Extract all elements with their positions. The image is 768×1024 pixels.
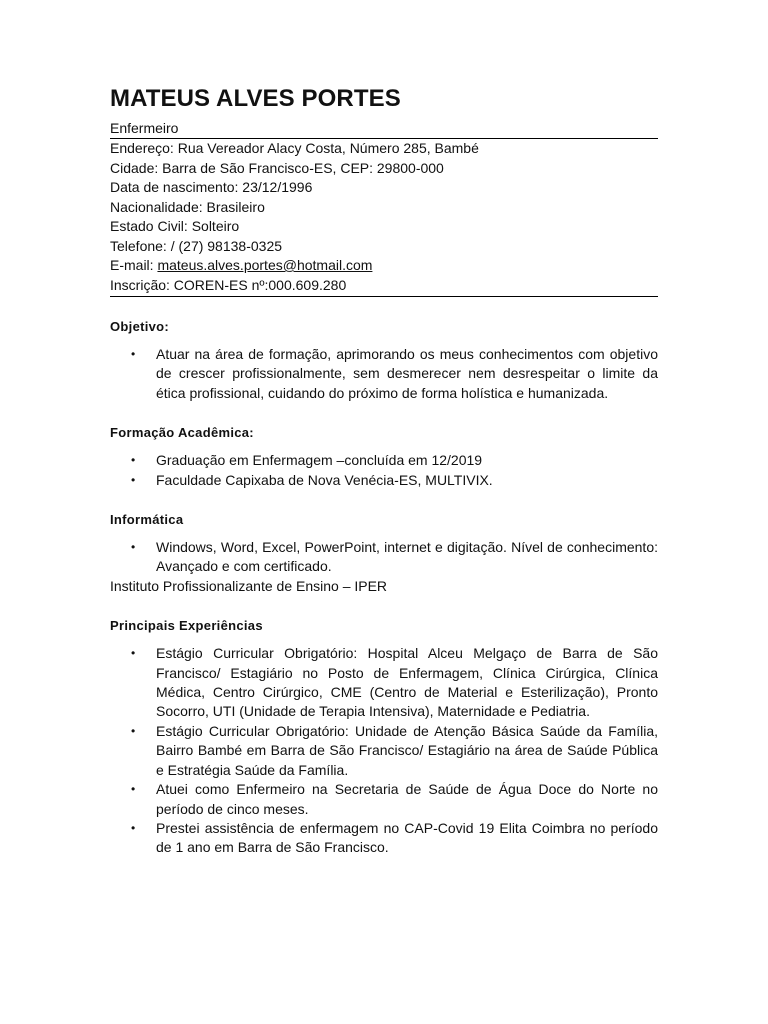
candidate-role: Enfermeiro bbox=[110, 119, 658, 139]
list-item: • Windows, Word, Excel, PowerPoint, internet e digitação. Nível de conhecimento: Avançado e com certificado. bbox=[131, 539, 658, 575]
email-link[interactable]: mateus.alves.portes@hotmail.com bbox=[157, 257, 373, 273]
info-birthdate: Data de nascimento: 23/12/1996 bbox=[110, 179, 313, 195]
list-item: • Graduação em Enfermagem –concluída em 12/2019 bbox=[110, 451, 658, 470]
info-address: Endereço: Rua Vereador Alacy Costa, Número 285, Bambé bbox=[110, 140, 479, 156]
list-item: • Estágio Curricular Obrigatório: Hospital Alceu Melgaço de Barra de São Francisco/ Estagiário no Posto de Enfermagem, Clínica Cirúrgica, Clínica Médica, Centro Cirúrgico, CME (Centro de Material e Esterilização), Pronto Socorro, UTI (Unidade de Terapia Intensiva), Maternidade e Pediatria. bbox=[131, 645, 658, 720]
bullet-icon: • bbox=[131, 782, 136, 797]
list-item: • Prestei assistência de enfermagem no CAP-Covid 19 Elita Coimbra no período de 1 ano em Barra de São Francisco. bbox=[131, 819, 658, 856]
personal-info bbox=[110, 139, 658, 297]
info-registration: Inscrição: COREN-ES nº:000.609.280 bbox=[110, 276, 347, 293]
experience-list bbox=[110, 644, 658, 857]
list-item: • Atuei como Enfermeiro na Secretaria de Saúde de Água Doce do Norte no período de cinco meses. bbox=[131, 781, 658, 817]
it-institution: Instituto Profissionalizante de Ensino – IPER bbox=[110, 577, 388, 594]
list-item: • Faculdade Capixaba de Nova Venécia-ES, MULTIVIX. bbox=[110, 471, 658, 490]
bullet-icon: • bbox=[131, 540, 136, 555]
objective-list bbox=[110, 345, 658, 403]
list-item: • Atuar na área de formação, aprimorando os meus conhecimentos com objetivo de crescer profissionalmente, sem desmerecer nem desrespeitar o limite da ética profissional, cuidando do próximo de forma holística e humanizada. bbox=[131, 346, 658, 401]
bullet-icon: • bbox=[131, 453, 136, 468]
email-label: E-mail: bbox=[110, 257, 158, 273]
it-list bbox=[110, 538, 658, 577]
bullet-icon: • bbox=[131, 472, 136, 487]
bullet-icon: • bbox=[131, 820, 136, 835]
list-item: • Estágio Curricular Obrigatório: Unidade de Atenção Básica Saúde da Família, Bairro Bambé em Barra de São Francisco/ Estagiário na área de Saúde Pública e Estratégia Saúde da Família. bbox=[131, 722, 658, 778]
resume-page bbox=[110, 84, 658, 858]
candidate-name: MATEUS ALVES PORTES bbox=[110, 85, 401, 112]
bullet-icon: • bbox=[131, 723, 136, 738]
education-list bbox=[110, 451, 658, 490]
info-city: Cidade: Barra de São Francisco-ES, CEP: 29800-000 bbox=[110, 159, 444, 176]
section-title-experience: Principais Experiências bbox=[110, 618, 263, 634]
section-title-objective: Objetivo: bbox=[110, 319, 170, 334]
info-phone: Telefone: / (27) 98138-0325 bbox=[110, 237, 283, 254]
info-marital-status: Estado Civil: Solteiro bbox=[110, 218, 240, 234]
bullet-icon: • bbox=[131, 347, 136, 361]
info-nationality: Nacionalidade: Brasileiro bbox=[110, 198, 265, 215]
info-email bbox=[110, 256, 658, 276]
section-title-education: Formação Acadêmica: bbox=[110, 425, 254, 441]
section-title-it: Informática bbox=[110, 512, 184, 528]
bullet-icon: • bbox=[131, 646, 136, 661]
